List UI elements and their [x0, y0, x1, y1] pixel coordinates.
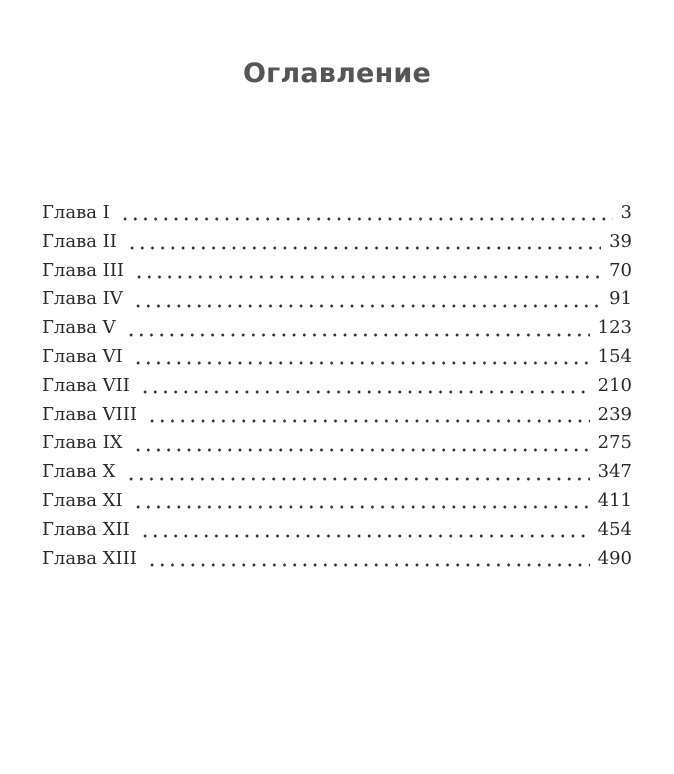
- toc-entry-page: 490: [597, 547, 632, 569]
- toc-entry-page: 210: [597, 374, 632, 396]
- toc-entry: [42, 343, 632, 372]
- toc-entry: [42, 228, 632, 257]
- toc-entry-label: Глава XIII: [42, 547, 137, 569]
- toc-entry-page: 347: [597, 461, 632, 483]
- toc-entry-page: 275: [597, 432, 632, 454]
- toc-entry-page: 70: [609, 259, 632, 281]
- toc-entry-label: Глава IV: [42, 288, 123, 310]
- toc-entry-label: Глава VI: [42, 345, 123, 367]
- toc-entry-label: Глава X: [42, 461, 116, 483]
- toc-entry: [42, 314, 632, 343]
- toc-entry-label: Глава XII: [42, 518, 130, 540]
- dot-leader: [126, 332, 590, 338]
- toc-entry-page: 123: [597, 317, 632, 339]
- dot-leader: [140, 389, 590, 395]
- table-of-contents: [42, 199, 632, 573]
- toc-entry-label: Глава V: [42, 317, 116, 339]
- toc-entry: [42, 429, 632, 458]
- toc-entry-label: Глава IX: [42, 432, 123, 454]
- toc-entry-label: Глава III: [42, 259, 125, 281]
- toc-entry-page: 39: [609, 230, 632, 252]
- toc-entry-page: 411: [597, 489, 632, 511]
- dot-leader: [126, 476, 590, 482]
- toc-entry-page: 239: [597, 403, 632, 425]
- toc-entry: [42, 257, 632, 286]
- toc-entry-page: 154: [597, 345, 632, 367]
- dot-leader: [133, 504, 590, 510]
- toc-entry-label: Глава VII: [42, 374, 130, 396]
- dot-leader: [140, 533, 590, 539]
- toc-entry-page: 454: [597, 518, 632, 540]
- toc-entry: [42, 401, 632, 430]
- dot-leader: [133, 447, 590, 453]
- toc-entry: [42, 372, 632, 401]
- dot-leader: [133, 303, 601, 309]
- toc-entry: [42, 487, 632, 516]
- page-title: Оглавление: [242, 58, 432, 89]
- toc-entry: [42, 458, 632, 487]
- toc-entry-label: Глава II: [42, 230, 117, 252]
- dot-leader: [147, 418, 590, 424]
- toc-entry: [42, 285, 632, 314]
- dot-leader: [127, 245, 601, 251]
- toc-entry: [42, 516, 632, 545]
- toc-entry: [42, 545, 632, 574]
- dot-leader: [120, 216, 613, 222]
- dot-leader: [134, 274, 601, 280]
- toc-entry-label: Глава XI: [42, 489, 123, 511]
- toc-entry-label: Глава I: [42, 202, 110, 223]
- toc-entry-page: 91: [609, 288, 632, 310]
- dot-leader: [133, 360, 590, 366]
- toc-entry-page: 3: [620, 202, 632, 223]
- toc-entry: [42, 199, 632, 228]
- dot-leader: [147, 562, 590, 568]
- toc-entry-label: Глава VIII: [42, 403, 138, 425]
